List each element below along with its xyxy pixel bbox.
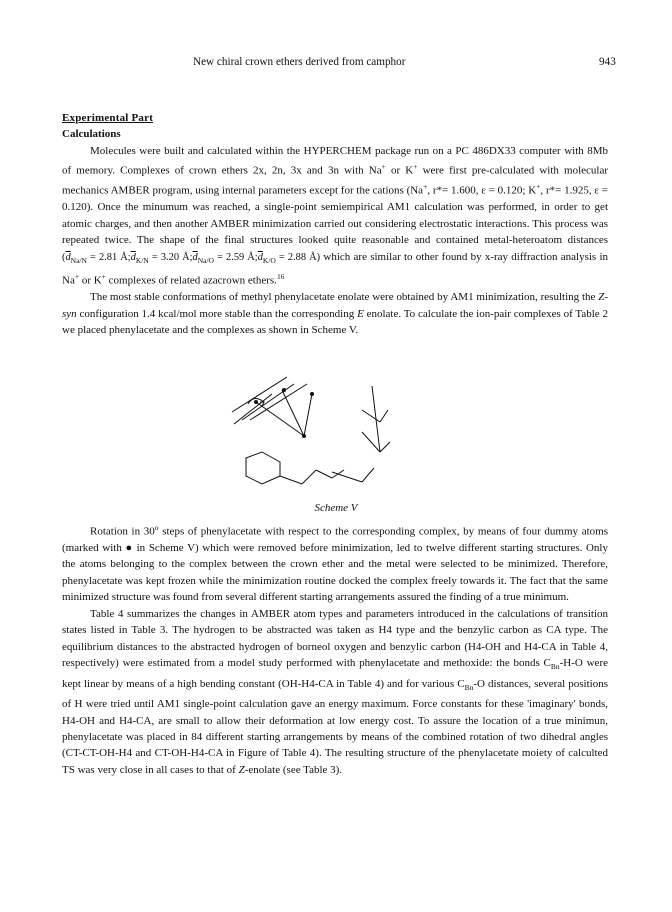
distance-formula: ($\overline{d}_{Na/N} = 2.81$ $Å;\overline{d}_{K/N} = 3.20$ $Å;\overline{d}_{Na/O} = 2.59$ $Å;\overline{d}_{K/O} = 2.88$ Å) [62, 251, 321, 265]
section-continued [62, 520, 608, 778]
phenyl-ring [246, 452, 280, 484]
paragraph-1: Molecules were built and calculated within the HYPERCHEM package run on a PC 486DX33 computer with 8Mb of memory. Complexes of crown ethers 2x, 2n, 3x and 3n with Na+ or K+ were first pre-calculated with molecular mechanics AMBER program, using internal parameters except for the cations (Na+, r*= 1.600, ε = 0.120; K+, r*= 1.925, ε = 0.120). Once the minumum was reached, a single-point semiempirical AM1 calculation was performed, in order to get atomic charges, and then another AMBER minimization carried out considering electrostatic interactions. This process was repeated twice. The shape of the final structures looked quite reasonable and contained metal-heteroatom distances ($\overline{d}_{Na/N} = 2.81$ $Å;\overline{d}_{K/N} = 3.20$ $Å;\overline{d}_{Na/O} = 2.59$ $Å;\overline{d}_{K/O} = 2.88$ Å) which are similar to other found by x-ray diffraction analysis in Na+ or K+ complexes of related azacrown ethers.$^{16}$ [62, 144, 608, 287]
section-experimental [62, 110, 608, 338]
reference-marker: 16 [276, 272, 285, 282]
dummy-atom-1 [254, 400, 258, 404]
dummy-atom-4 [310, 392, 314, 396]
section-heading: Experimental Part [62, 112, 154, 124]
running-header [0, 56, 672, 70]
dummy-atom-3 [302, 434, 306, 438]
scheme-caption: Scheme V [314, 502, 358, 514]
paragraph-4: Table 4 summarizes the changes in AMBER atom types and parameters introduced in the calculations of transition states listed in Table 3. The hydrogen to be abstracted was taken as H4 type and the benzylic carbon as CA type. The equilibrium distances to the abstracted hydrogen of borneol oxygen and benzylic carbon (H4-OH and H4-CA in Table 4, respectively) were estimated from a model study performed with phenylacetate and methoxide: the bonds $C_{Bn}-H-O$ were kept linear by means of a high bending constant (OH-H4-CA in Table 4) and for various $C_{Bn}-O$ distances, several positions of H were tried until AM1 single-point calculation gave an energy maximum. Force constants for these 'imaginary' bonds, H4-OH and H4-CA, are small to allow their deformation at low energy cost. To assure the location of a true minimun, phenylacetate was placed in 84 different starting arrangements by means of the combined rotation of two dihedral angles (CT-CT-OH-H4 and CT-OH-H4-CA in Figure of Table 4). The resulting structure of the phenylacetate moiety of calculted TS was very close in all cases to that of Z-enolate (see Table 3). [62, 607, 608, 776]
dummy-atom-2 [282, 388, 286, 392]
rotation-axis [256, 402, 304, 436]
paragraph-3: Rotation in 30$^o$ steps of phenylacetate with respect to the corresponding complex, by means of four dummy atoms (marked with ● in Scheme V) which were removed before minimization, led to twelve different starting structures. Only the atoms belonging to the complex between the crown ether and the metal were selected to be minimized. Therefore, phenylacetate was kept frozen while the minimization routine docked the complex freely towards it. The fact that the same minimized structure was found from several different starting arrangements assured the finding of a true minimum. [62, 523, 608, 604]
scheme-v-figure [212, 372, 392, 502]
running-title: New chiral crown ethers derived from camphor [193, 56, 406, 68]
paragraph-2: The most stable conformations of methyl phenylacetate enolate were obtained by AM1 minimization, resulting the Z-syn configuration 1.4 kcal/mol more stable than the corresponding E enolate. To calculate the ion-pair complexes of Table 2 we placed phenylacetate and the complexes as shown in Scheme V. [62, 291, 608, 336]
page-number: 943 [599, 56, 616, 68]
subsection-heading: Calculations [62, 128, 121, 141]
